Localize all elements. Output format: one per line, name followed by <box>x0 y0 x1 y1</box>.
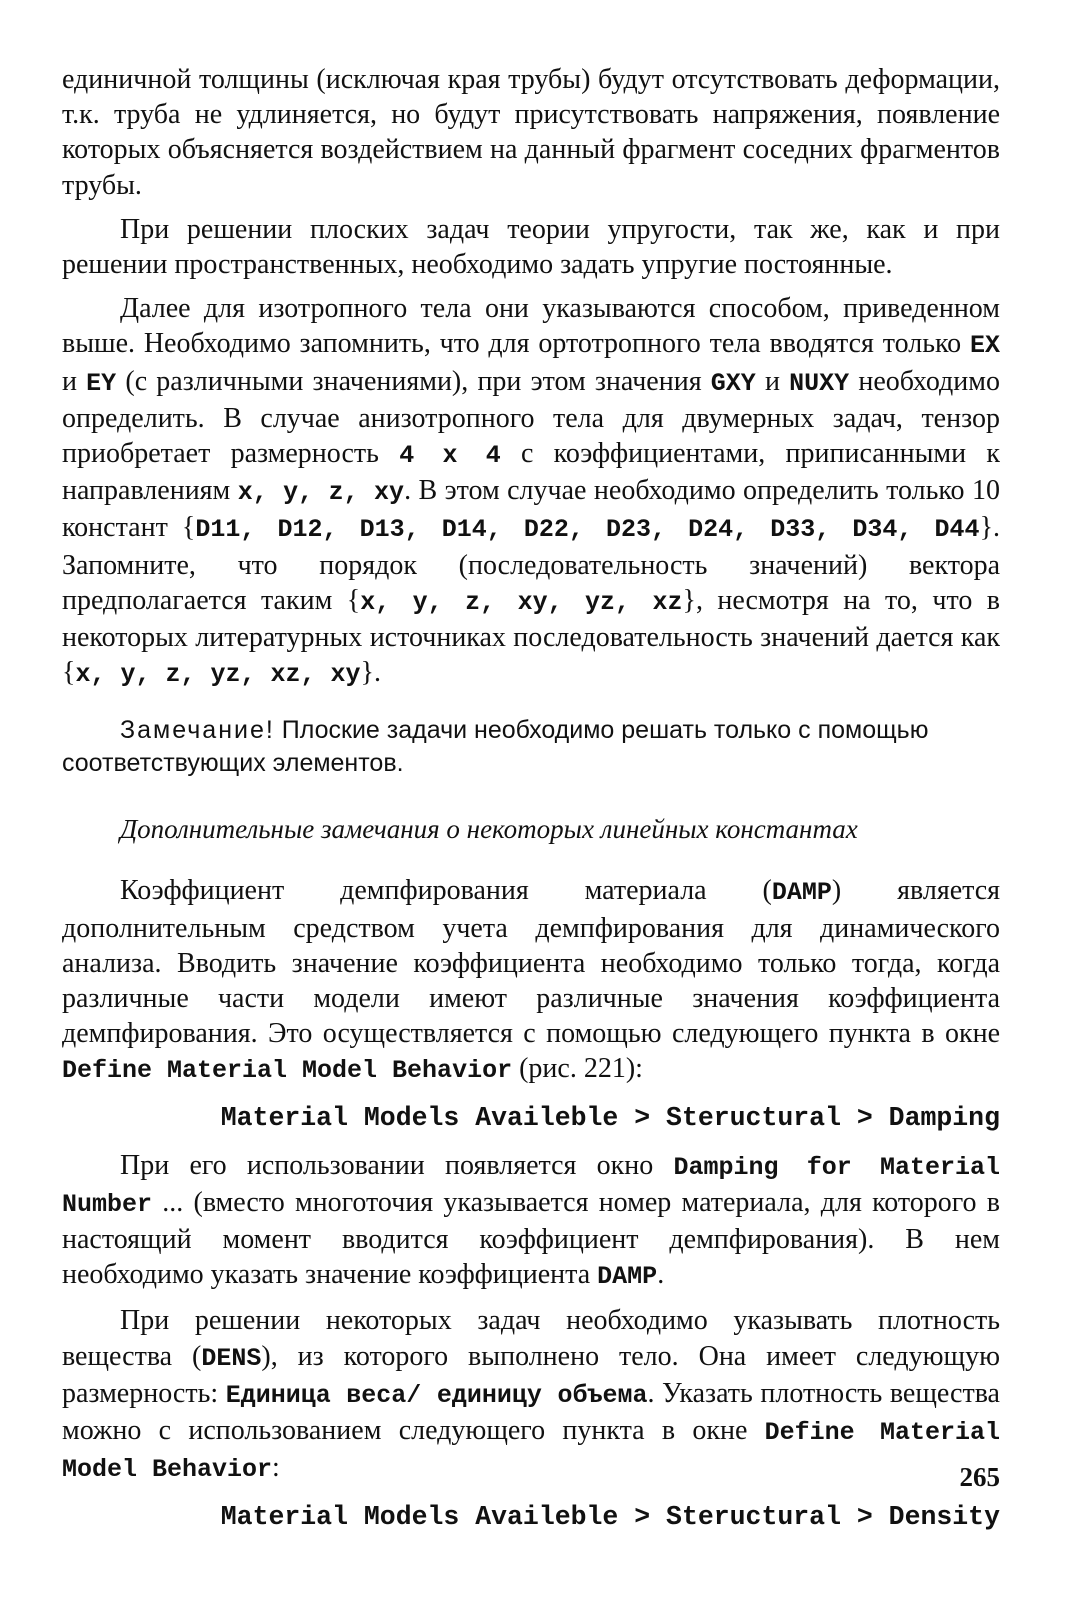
paragraph-4-text: ) является дополнительным средством учета демпфирования для динамического анализа. Вводить значение коэффициента необходимо только тогда, когда различные части модели имеют различные значения коэффициента демпфирования. Это осуществляется с помощью следующего пункта в окне <box>62 875 1001 1050</box>
ey-constant: EY <box>86 368 117 398</box>
paragraph-6 <box>62 1303 1000 1487</box>
paragraph-6-text: ), из которого выполнено тело. Она имеет следующую размерность: <box>62 1340 1001 1409</box>
paragraph-3-text: необходимо определить. В случае анизотропного тела для двумерных задач, тензор приобретает размерность <box>62 365 1001 470</box>
note-paragraph <box>62 714 1000 780</box>
ex-constant: EX <box>969 331 1000 361</box>
window-name: Damping for Material Number <box>62 1152 1000 1219</box>
menu-path-damping: Material Models Availeble > Steructural > Damping <box>220 1102 1000 1133</box>
density-unit: Единица веса/ единицу объема <box>225 1380 648 1410</box>
damp-constant: DAMP <box>597 1262 658 1292</box>
paragraph-5 <box>62 1148 1000 1295</box>
page-number: 265 <box>959 1462 1000 1492</box>
damp-constant: DAMP <box>771 878 832 908</box>
paragraph-3-text: }. Запомните, что порядок (последовательность значений) вектора предполагается таким { <box>62 512 1001 616</box>
window-name: Define Material Model Behavior <box>62 1056 513 1086</box>
paragraph-6-text: При решении некоторых задач необходимо указывать плотность вещества ( <box>62 1305 1000 1372</box>
paragraph-3-text: }. <box>360 657 381 689</box>
paragraph-3 <box>62 291 1000 692</box>
paragraph-4-text: (рис. 221): <box>512 1053 643 1085</box>
paragraph-6-text: . Указать плотность вещества можно с использованием следующего пункта в окне <box>62 1377 1000 1447</box>
paragraph-3-text: с коэффициентами, приписанными к направлениям <box>62 438 1000 507</box>
paragraph-5-text: . <box>657 1259 665 1291</box>
paragraph-4 <box>62 873 1000 1088</box>
paragraph-4-text: Коэффициент демпфирования материала ( <box>120 875 772 907</box>
paragraph-5-text: ... (вместо многоточия указывается номер материала, для которого в настоящий момент вводится коэффициент демпфирования). В нем необходимо указать значение коэффициента <box>62 1186 1000 1291</box>
gxy-constant: GXY <box>710 368 756 398</box>
section-heading: Дополнительные замечания о некоторых линейных константах <box>120 814 858 845</box>
paragraph-3-text: и <box>62 365 87 397</box>
paragraph-5-text: При его использовании появляется окно <box>120 1149 674 1181</box>
page-body <box>62 62 1000 1542</box>
directions-list: x, y, z, xy <box>237 478 405 508</box>
tensor-dimension: 4 x 4 <box>399 441 501 471</box>
vector-order-2: x, y, z, yz, xz, xy <box>75 660 361 690</box>
paragraph-3-text: }, несмотря на то, что в некоторых литературных источниках последовательность значений дается как { <box>62 584 1000 689</box>
dens-constant: DENS <box>201 1343 262 1373</box>
vector-order-1: x, y, z, xy, yz, xz <box>360 587 683 617</box>
paragraph-3-text: . В этом случае необходимо определить только 10 констант { <box>62 475 1000 544</box>
note-text: Плоские задачи необходимо решать только с помощью соответствующих элементов. <box>62 716 929 778</box>
paragraph-3-text: (с различными значениями), при этом значения <box>116 365 711 397</box>
paragraph-3-text: Далее для изотропного тела они указываются способом, приведенном выше. Необходимо запомнить, что для ортотропного тела вводятся только <box>62 293 1000 360</box>
paragraph-2: При решении плоских задач теории упругости, так же, как и при решении пространственных, необходимо задать упругие постоянные. <box>62 213 1000 281</box>
menu-path-density: Material Models Availeble > Steructural > Density <box>220 1501 1000 1532</box>
paragraph-1: единичной толщины (исключая края трубы) будут отсутствовать деформации, т.к. труба не удлиняется, но будут присутствовать напряжения, появление которых объясняется воздействием на данный фрагмент соседних фрагментов трубы. <box>62 64 1000 201</box>
constants-list: D11, D12, D13, D14, D22, D23, D24, D33, D34, D44 <box>195 515 980 545</box>
paragraph-3-text: и <box>755 365 790 397</box>
nuxy-constant: NUXY <box>789 368 850 398</box>
window-name: Define Material Model Behavior <box>62 1418 1000 1485</box>
note-label: Замечание! <box>120 716 275 745</box>
paragraph-6-text: : <box>272 1452 280 1484</box>
